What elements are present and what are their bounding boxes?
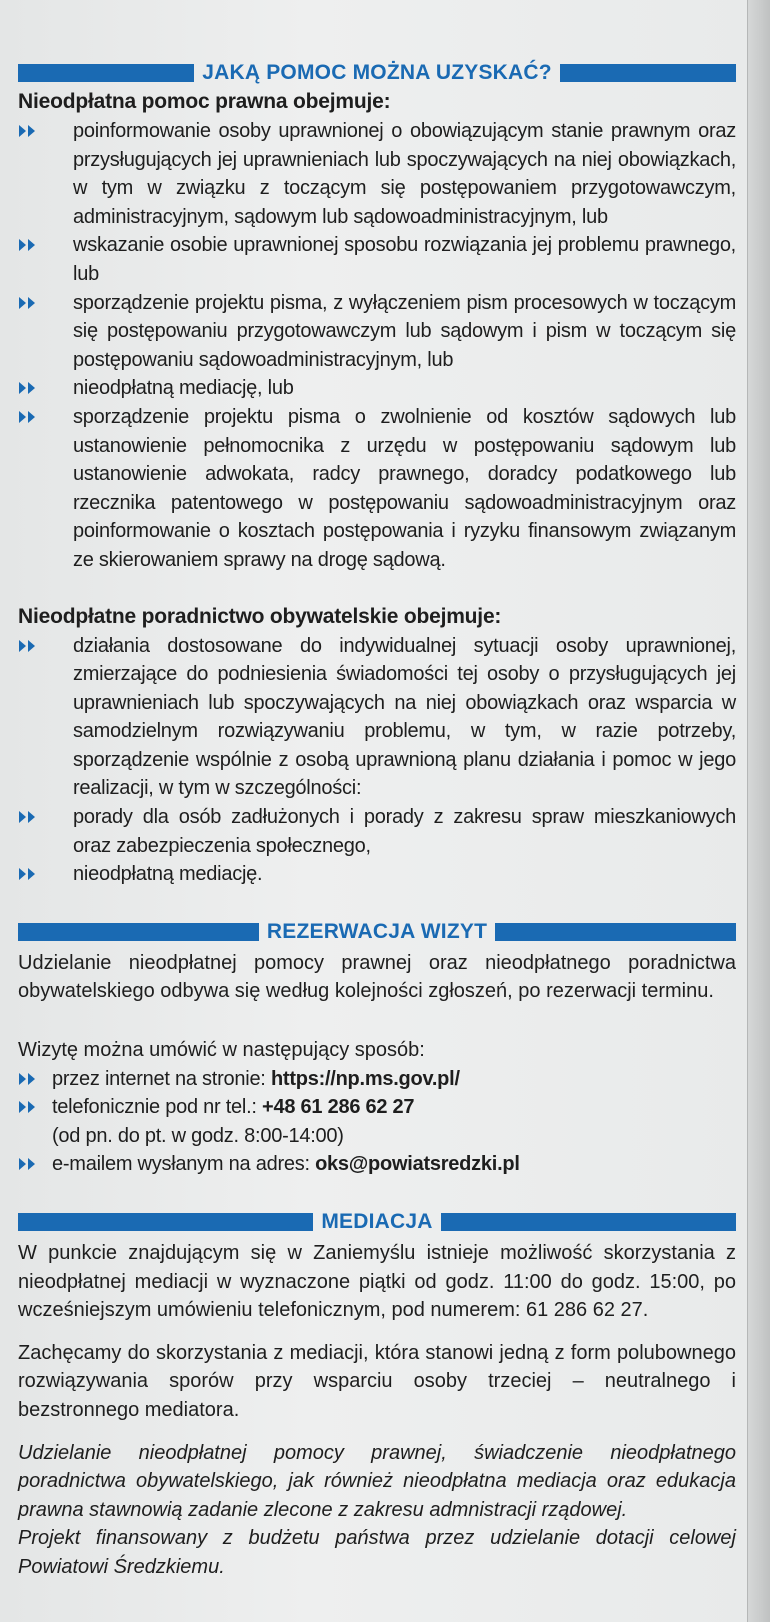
list-item-text: poinformowanie osoby uprawnionej o obowiązującym stanie prawnym oraz przysługujących jej uprawnieniach lub spoczywających na niej obowiązkach, w tym w związku z toczącym się postępowaniem przygotowawczym, administracyjnym, sądowym lub sądowoadministracyjnym, lub bbox=[73, 120, 736, 228]
booking-methods-list bbox=[18, 1065, 736, 1179]
section-title: MEDIACJA bbox=[321, 1210, 433, 1233]
email-label: e-mailem wysłanym na adres: bbox=[52, 1153, 316, 1176]
booking-email-address[interactable]: oks@powiatsredzki.pl bbox=[315, 1153, 520, 1176]
list-item bbox=[18, 1150, 736, 1179]
double-chevron-right-icon bbox=[18, 1101, 38, 1113]
double-chevron-right-icon bbox=[18, 411, 38, 423]
content bbox=[18, 60, 736, 1582]
list-item bbox=[18, 632, 736, 804]
section-bar-left bbox=[18, 1213, 313, 1231]
section-title: REZERWACJA WIZYT bbox=[266, 919, 488, 943]
double-chevron-right-icon bbox=[18, 1073, 38, 1085]
section-bar-left bbox=[18, 923, 259, 941]
section-title: JAKĄ POMOC MOŻNA UZYSKAĆ? bbox=[202, 61, 552, 84]
booking-methods-lead: Wizytę można umówić w następujący sposób: bbox=[18, 1039, 425, 1062]
list-item bbox=[18, 231, 736, 288]
list-item bbox=[18, 117, 736, 231]
list-item bbox=[18, 403, 736, 575]
legal-aid-list bbox=[18, 117, 736, 575]
section-bar-left bbox=[18, 64, 194, 82]
double-chevron-right-icon bbox=[18, 125, 38, 137]
section-bar-right bbox=[560, 64, 736, 82]
list-item-text: porady dla osób zadłużonych i porady z zakresu spraw mieszkaniowych oraz zabezpieczenia społecznego, bbox=[73, 806, 736, 857]
paper-fold-edge bbox=[747, 0, 770, 1622]
double-chevron-right-icon bbox=[18, 811, 38, 823]
legal-aid-heading: Nieodpłatna pomoc prawna obejmuje: bbox=[18, 90, 391, 113]
double-chevron-right-icon bbox=[18, 868, 38, 880]
list-item-text: wskazanie osobie uprawnionej sposobu rozwiązania jej problemu prawnego, lub bbox=[73, 234, 736, 285]
civic-advice-list bbox=[18, 632, 736, 889]
booking-website-link[interactable]: https://np.ms.gov.pl/ bbox=[270, 1067, 460, 1090]
list-item-text: sporządzenie projektu pisma, z wyłączeniem pism procesowych w toczącym się postępowaniu przygotowawczym lub sądowym i pism w toczącym się postępowaniu sądowoadministracyjnym, lub bbox=[73, 291, 736, 371]
mediation-paragraph: W punkcie znajdującym się w Zaniemyślu istnieje możliwość skorzystania z nieodpłatnej mediacji w wyznaczone piątki od godz. 11:00 do godz. 15:00, po wcześniejszym umówieniu telefonicznym, pod numerem: 61 286 62 27. bbox=[18, 1242, 736, 1322]
section-bar-right bbox=[495, 923, 736, 941]
double-chevron-right-icon bbox=[18, 382, 38, 394]
list-item bbox=[18, 860, 736, 889]
list-item bbox=[18, 374, 736, 403]
list-item-text: nieodpłatną mediację. bbox=[73, 863, 263, 886]
section-header-booking bbox=[18, 919, 736, 945]
funding-note: Projekt finansowany z budżetu państwa przez udzielanie dotacji celowej Powiatowi Średzkiemu. bbox=[18, 1527, 736, 1578]
booking-intro: Udzielanie nieodpłatnej pomocy prawnej oraz nieodpłatnego poradnictwa obywatelskiego odbywa się według kolejności zgłoszeń, po rezerwacji terminu. bbox=[18, 951, 736, 1003]
double-chevron-right-icon bbox=[18, 297, 38, 309]
civic-advice-heading: Nieodpłatne poradnictwo obywatelskie obejmuje: bbox=[18, 604, 502, 628]
phone-hours: (od pn. do pt. w godz. 8:00-14:00) bbox=[52, 1124, 344, 1147]
double-chevron-right-icon bbox=[18, 1158, 38, 1170]
internet-label: przez internet na stronie: bbox=[52, 1067, 271, 1090]
list-item bbox=[18, 1065, 736, 1094]
phone-label: telefonicznie pod nr tel.: bbox=[52, 1096, 263, 1119]
list-item bbox=[18, 289, 736, 375]
list-item bbox=[18, 803, 736, 860]
list-item-text: sporządzenie projektu pisma o zwolnienie od kosztów sądowych lub ustanowienie pełnomocnika z urzędu w postępowaniu sądowym lub ustanowienie adwokata, radcy prawnego, doradcy podatkowego lub rzecznika patentowego w postępowaniu sądowoadministracyjnym oraz poinformowanie o kosztach postępowania i ryzyku finansowym związanym ze skierowaniem sprawy na drogę sądową. bbox=[73, 405, 736, 571]
double-chevron-right-icon bbox=[18, 640, 38, 652]
section-bar-right bbox=[441, 1213, 736, 1231]
list-item-text: działania dostosowane do indywidualnej sytuacji osoby uprawnionej, zmierzające do podniesienia świadomości tej osoby o przysługujących jej uprawnieniach lub spoczywających na niej obowiązkach oraz wsparcia w samodzielnym rozwiązywaniu problemu, w tym, w razie potrzeby, sporządzenie wspólnie z osobą uprawnioną planu działania i pomoc w jego realizacji, w tym w szczególności: bbox=[73, 634, 736, 800]
list-item-text: nieodpłatną mediację, lub bbox=[73, 377, 294, 400]
list-item bbox=[18, 1093, 736, 1150]
booking-phone-number[interactable]: +48 61 286 62 27 bbox=[262, 1096, 415, 1119]
mediation-encouragement: Zachęcamy do skorzystania z mediacji, która stanowi jedną z form polubownego rozwiązywania sporów przy wsparciu osoby trzeciej – neutralnego i bezstronnego mediatora. bbox=[18, 1341, 736, 1421]
section-header-mediation bbox=[18, 1209, 736, 1235]
section-header-help bbox=[18, 60, 736, 86]
legal-note: Udzielanie nieodpłatnej pomocy prawnej, świadczenie nieodpłatnego poradnictwa obywatelskiego, jak również nieodpłatna mediacja oraz edukacja prawna stawnowią zadanie zlecone z zakresu admnistracji rządowej. bbox=[18, 1441, 736, 1521]
double-chevron-right-icon bbox=[18, 239, 38, 251]
